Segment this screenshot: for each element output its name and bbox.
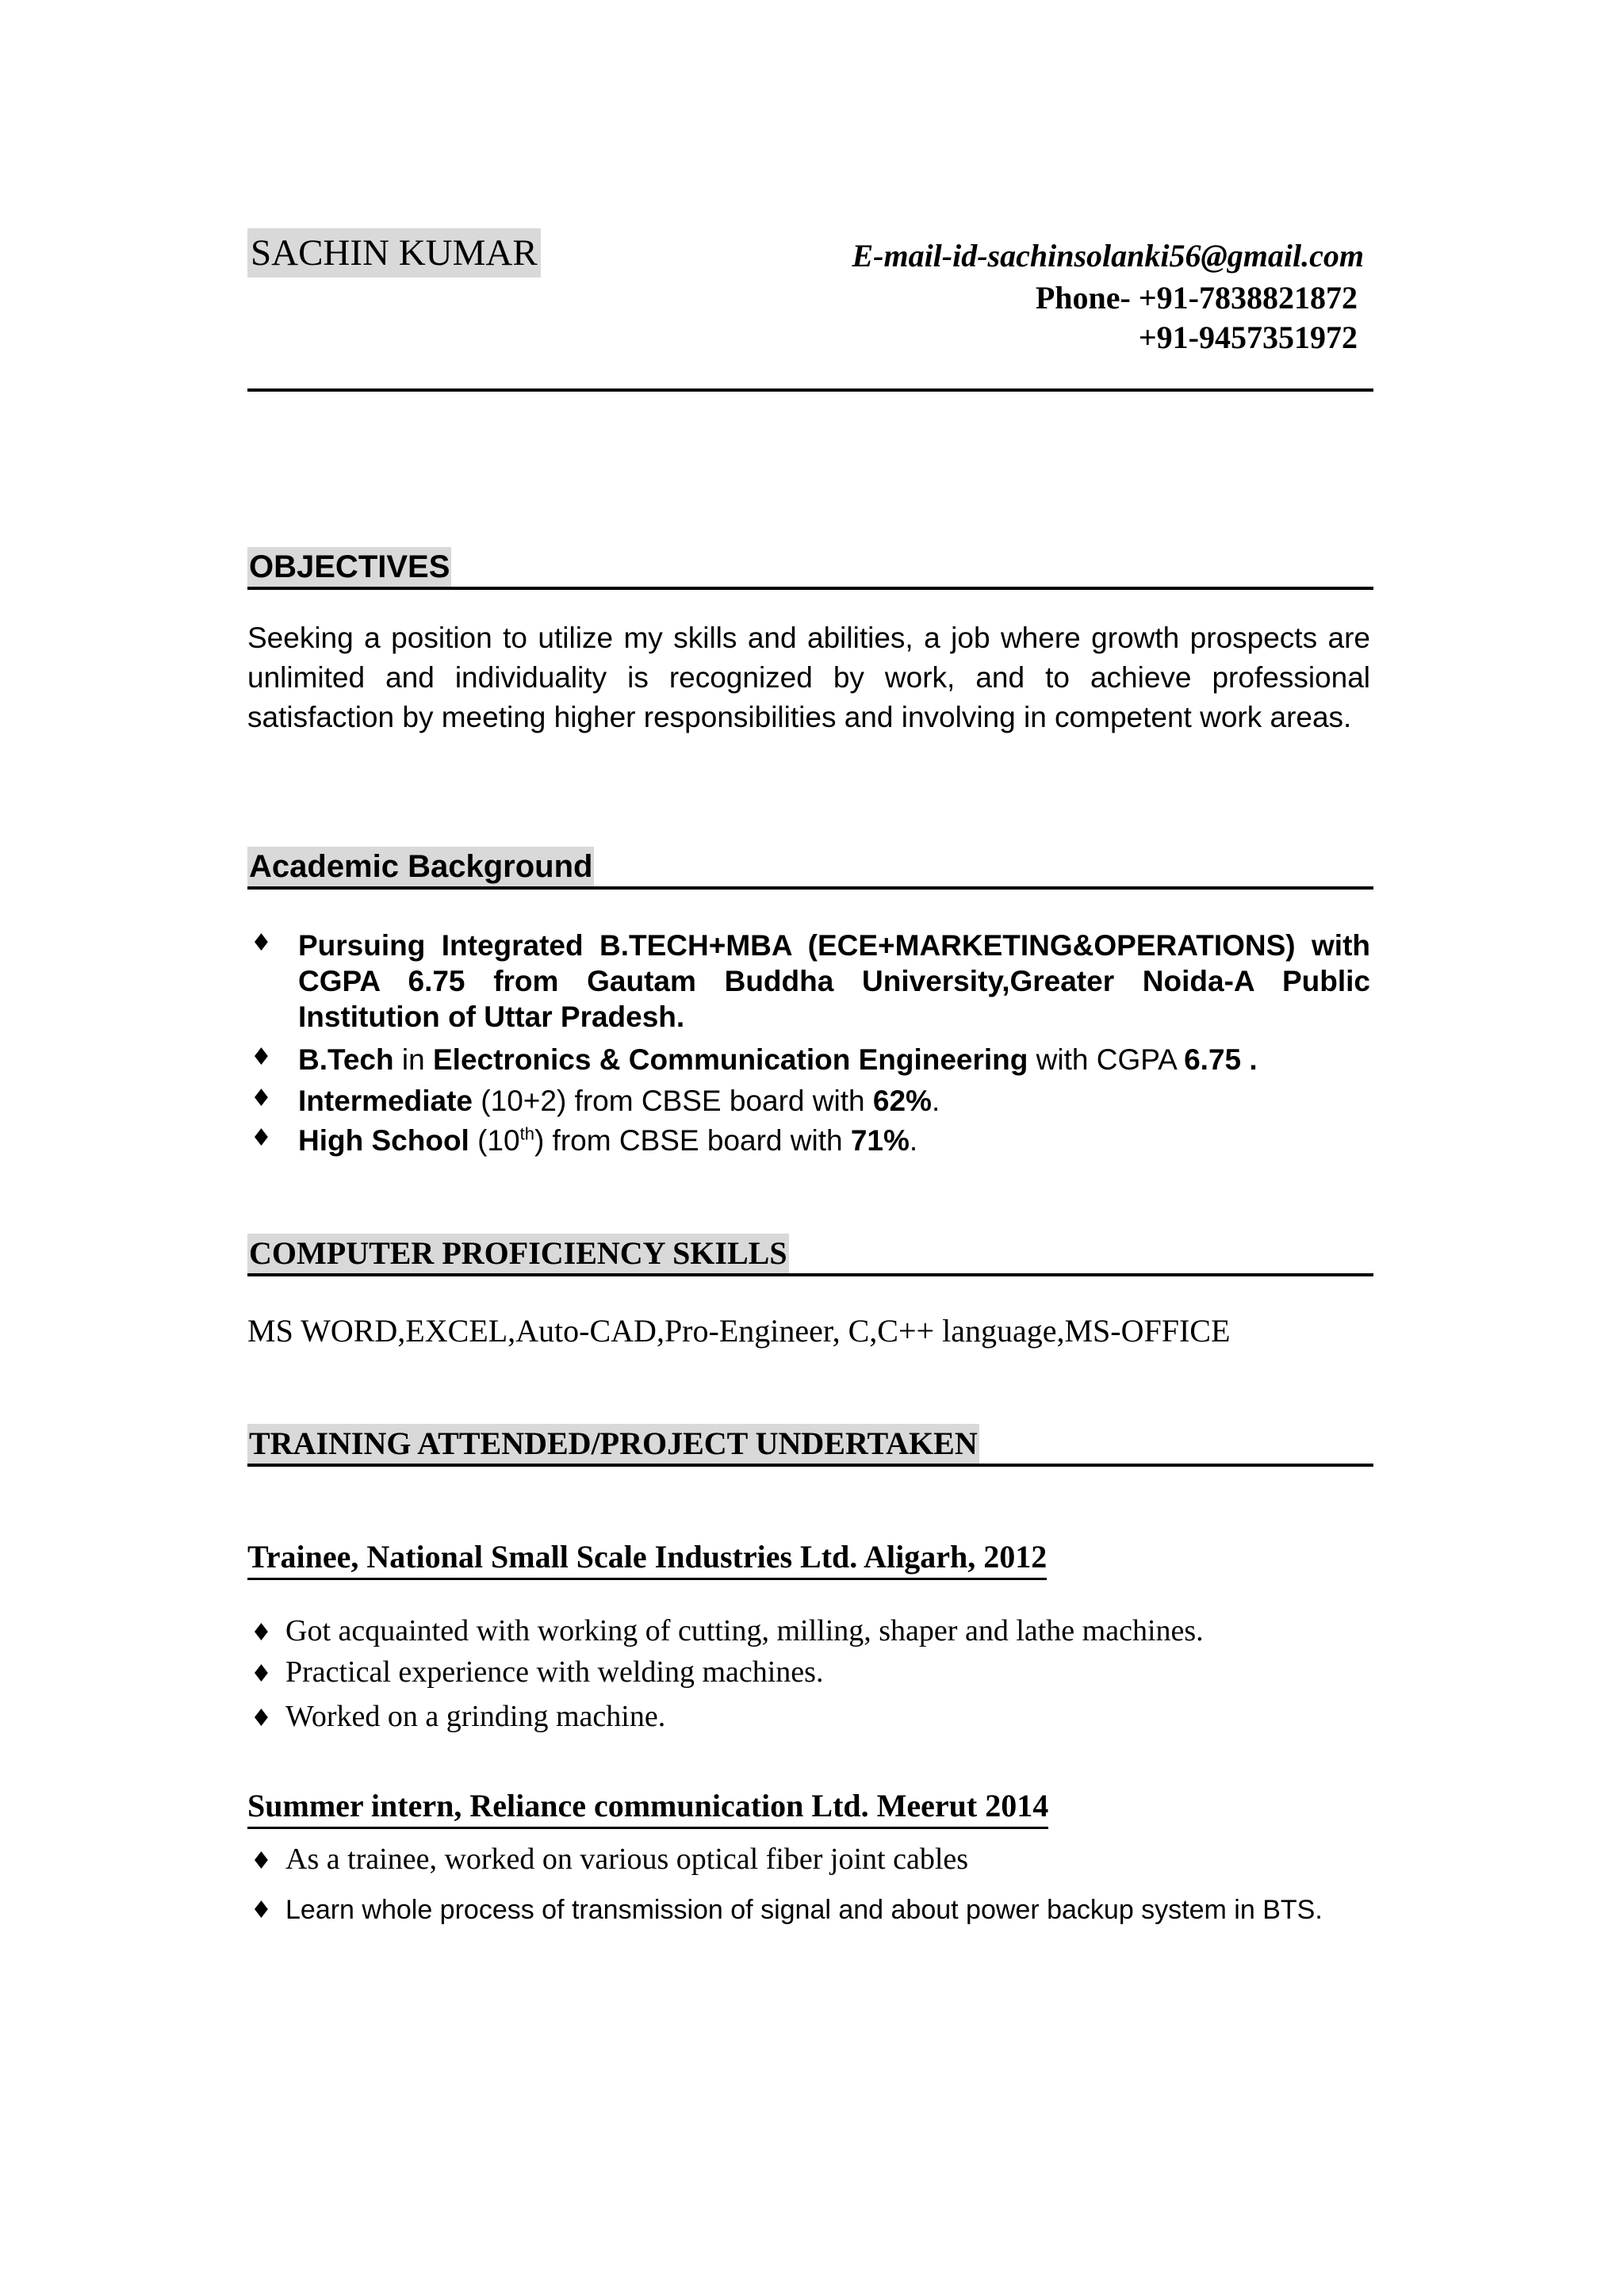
academic-item-highschool <box>298 1123 1370 1158</box>
candidate-name: SACHIN KUMAR <box>247 228 541 277</box>
academic-item-btech <box>298 1042 1370 1077</box>
training-heading <box>247 1424 1373 1467</box>
academic-item-intermediate <box>298 1083 1370 1119</box>
academic-btech-cgpa: 6.75 . <box>1184 1043 1258 1076</box>
trainee-item-2: Practical experience with welding machines. <box>285 1655 824 1689</box>
academic-intermediate-period: . <box>931 1085 940 1117</box>
academic-btech-cgpa-label: with CGPA <box>1028 1043 1185 1076</box>
diamond-bullet-icon: ♦ <box>251 1085 272 1112</box>
intern-item-2: Learn whole process of transmission of signal and about power backup system in BTS. <box>285 1895 1323 1925</box>
diamond-bullet-icon: ♦ <box>251 1847 272 1875</box>
academic-highschool-score: 71% <box>850 1124 910 1157</box>
academic-highschool-label: High School <box>298 1124 469 1157</box>
training-heading-label: TRAINING ATTENDED/PROJECT UNDERTAKEN <box>247 1424 979 1464</box>
email-address: E-mail-id-sachinsolanki56@gmail.com <box>852 238 1364 274</box>
academic-highschool-period: . <box>909 1124 918 1157</box>
computer-skills-text: MS WORD,EXCEL,Auto-CAD,Pro-Engineer, C,C++ language,MS-OFFICE <box>247 1313 1231 1349</box>
academic-btech-label: B.Tech <box>298 1043 394 1076</box>
academic-item-degree: Pursuing Integrated B.TECH+MBA (ECE+MARKETING&OPERATIONS) with CGPA 6.75 from Gautam Buddha University,Greater Noida-A Public Institution of Uttar Pradesh. <box>298 929 1370 1033</box>
academic-intermediate-score: 62% <box>872 1085 932 1117</box>
phone-secondary: +91-9457351972 <box>1138 320 1358 355</box>
trainee-item-3: Worked on a grinding machine. <box>285 1700 666 1733</box>
academic-intermediate-text: (10+2) from CBSE board with <box>473 1085 873 1117</box>
diamond-bullet-icon: ♦ <box>251 1124 272 1152</box>
trainee-item-1: Got acquainted with working of cutting, milling, shaper and lathe machines. <box>285 1614 1204 1647</box>
computer-skills-heading-label: COMPUTER PROFICIENCY SKILLS <box>247 1234 789 1273</box>
academic-highschool-sup: th <box>519 1123 534 1144</box>
diamond-bullet-icon: ♦ <box>251 1043 272 1071</box>
objectives-text: Seeking a position to utilize my skills and abilities, a job where growth prospects are unlimited and individuality is recognized by work, and to achieve professional satisfaction by meeting higher responsibilities and involving in competent work areas. <box>247 622 1370 733</box>
academic-highschool-text2: ) from CBSE board with <box>534 1124 851 1157</box>
academic-highschool-text1: (10 <box>469 1124 520 1157</box>
academic-btech-branch: Electronics & Communication Engineering <box>432 1043 1028 1076</box>
diamond-bullet-icon: ♦ <box>251 929 272 957</box>
objectives-heading-label: OBJECTIVES <box>247 547 451 587</box>
diamond-bullet-icon: ♦ <box>251 1896 272 1924</box>
academic-btech-in: in <box>393 1043 433 1076</box>
intern-item-1: As a trainee, worked on various optical fiber joint cables <box>285 1843 969 1876</box>
academic-heading-label: Academic Background <box>247 847 594 886</box>
phone-primary: Phone- +91-7838821872 <box>1035 280 1358 316</box>
academic-intermediate-label: Intermediate <box>298 1085 473 1117</box>
diamond-bullet-icon: ♦ <box>251 1705 272 1732</box>
diamond-bullet-icon: ♦ <box>251 1660 272 1688</box>
diamond-bullet-icon: ♦ <box>251 1619 272 1647</box>
header-divider <box>247 388 1373 392</box>
intern-title: Summer intern, Reliance communication Ltd. Meerut 2014 <box>247 1785 1048 1829</box>
trainee-title: Trainee, National Small Scale Industries Ltd. Aligarh, 2012 <box>247 1536 1047 1580</box>
objectives-heading <box>247 547 1373 590</box>
computer-skills-heading <box>247 1234 1373 1276</box>
academic-heading <box>247 847 1373 890</box>
